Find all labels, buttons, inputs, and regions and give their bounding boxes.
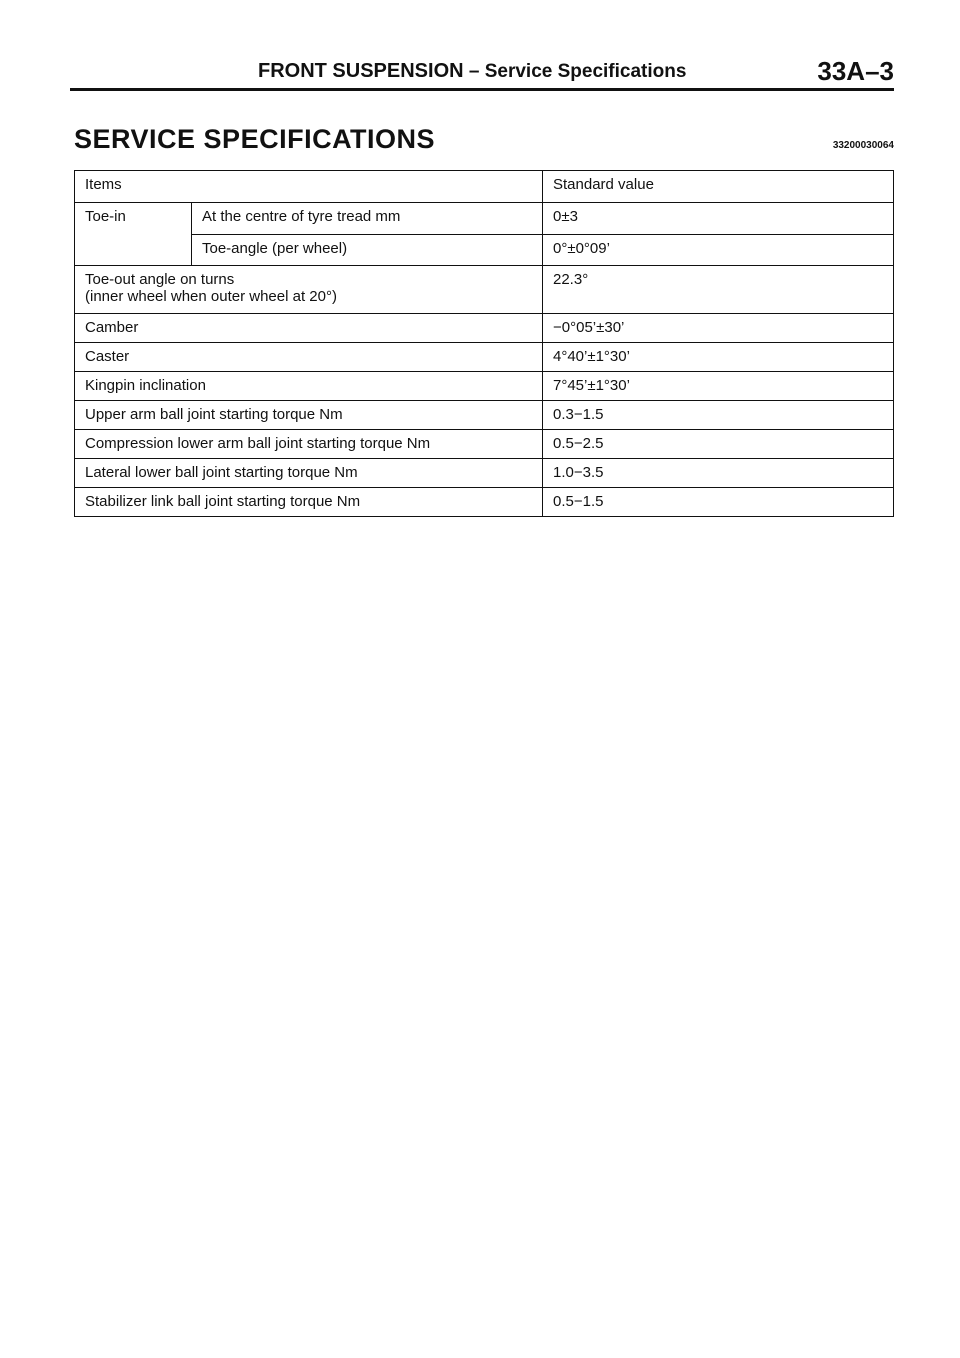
table-cell-value: 7°45’±1°30’ bbox=[543, 372, 894, 401]
table-cell-item: Lateral lower ball joint starting torque Nm bbox=[75, 459, 543, 488]
table-cell-item bbox=[75, 266, 543, 314]
table-cell-item: Toe-angle (per wheel) bbox=[192, 235, 543, 266]
table-cell-value: 1.0−3.5 bbox=[543, 459, 894, 488]
header-rule bbox=[70, 88, 894, 91]
table-cell-value: 4°40’±1°30’ bbox=[543, 343, 894, 372]
page-number: 33A–3 bbox=[817, 56, 894, 86]
table-cell-value: 0±3 bbox=[543, 203, 894, 235]
table-cell-value: 0.5−2.5 bbox=[543, 430, 894, 459]
table-cell-value: 0.3−1.5 bbox=[543, 401, 894, 430]
table-cell-item: Upper arm ball joint starting torque Nm bbox=[75, 401, 543, 430]
table-row bbox=[75, 343, 894, 372]
table-cell-value: −0°05’±30’ bbox=[543, 314, 894, 343]
table-cell-item: At the centre of tyre tread mm bbox=[192, 203, 543, 235]
table-row bbox=[75, 372, 894, 401]
table-row bbox=[75, 203, 894, 235]
table-cell-item: Kingpin inclination bbox=[75, 372, 543, 401]
table-cell-value: 0°±0°09’ bbox=[543, 235, 894, 266]
table-row bbox=[75, 266, 894, 314]
table-row bbox=[75, 314, 894, 343]
table-row bbox=[75, 401, 894, 430]
header-items: Items bbox=[75, 171, 543, 203]
table-cell-item: Stabilizer link ball joint starting torque Nm bbox=[75, 488, 543, 517]
table-cell-value: 22.3° bbox=[543, 266, 894, 314]
toe-in-label: Toe-in bbox=[75, 203, 192, 266]
running-title-sub: Service Specifications bbox=[484, 61, 687, 82]
running-title-main: FRONT SUSPENSION bbox=[258, 60, 464, 82]
table-row bbox=[75, 430, 894, 459]
toe-out-line-1: Toe-out angle on turns bbox=[85, 271, 235, 288]
running-title bbox=[258, 60, 686, 83]
running-header bbox=[70, 56, 894, 86]
running-title-separator: – bbox=[468, 61, 480, 82]
table-cell-item: Caster bbox=[75, 343, 543, 372]
table-row bbox=[75, 459, 894, 488]
table-cell-item: Compression lower arm ball joint starting torque Nm bbox=[75, 430, 543, 459]
table-row bbox=[75, 488, 894, 517]
table-cell-value: 0.5−1.5 bbox=[543, 488, 894, 517]
service-specifications-table bbox=[74, 170, 894, 517]
header-standard-value: Standard value bbox=[543, 171, 894, 203]
table-header-row bbox=[75, 171, 894, 203]
document-code: 33200030064 bbox=[832, 140, 894, 151]
toe-out-line-2: (inner wheel when outer wheel at 20°) bbox=[85, 288, 337, 305]
table-row bbox=[75, 235, 894, 266]
section-title: SERVICE SPECIFICATIONS bbox=[74, 124, 436, 154]
table-cell-item: Camber bbox=[75, 314, 543, 343]
